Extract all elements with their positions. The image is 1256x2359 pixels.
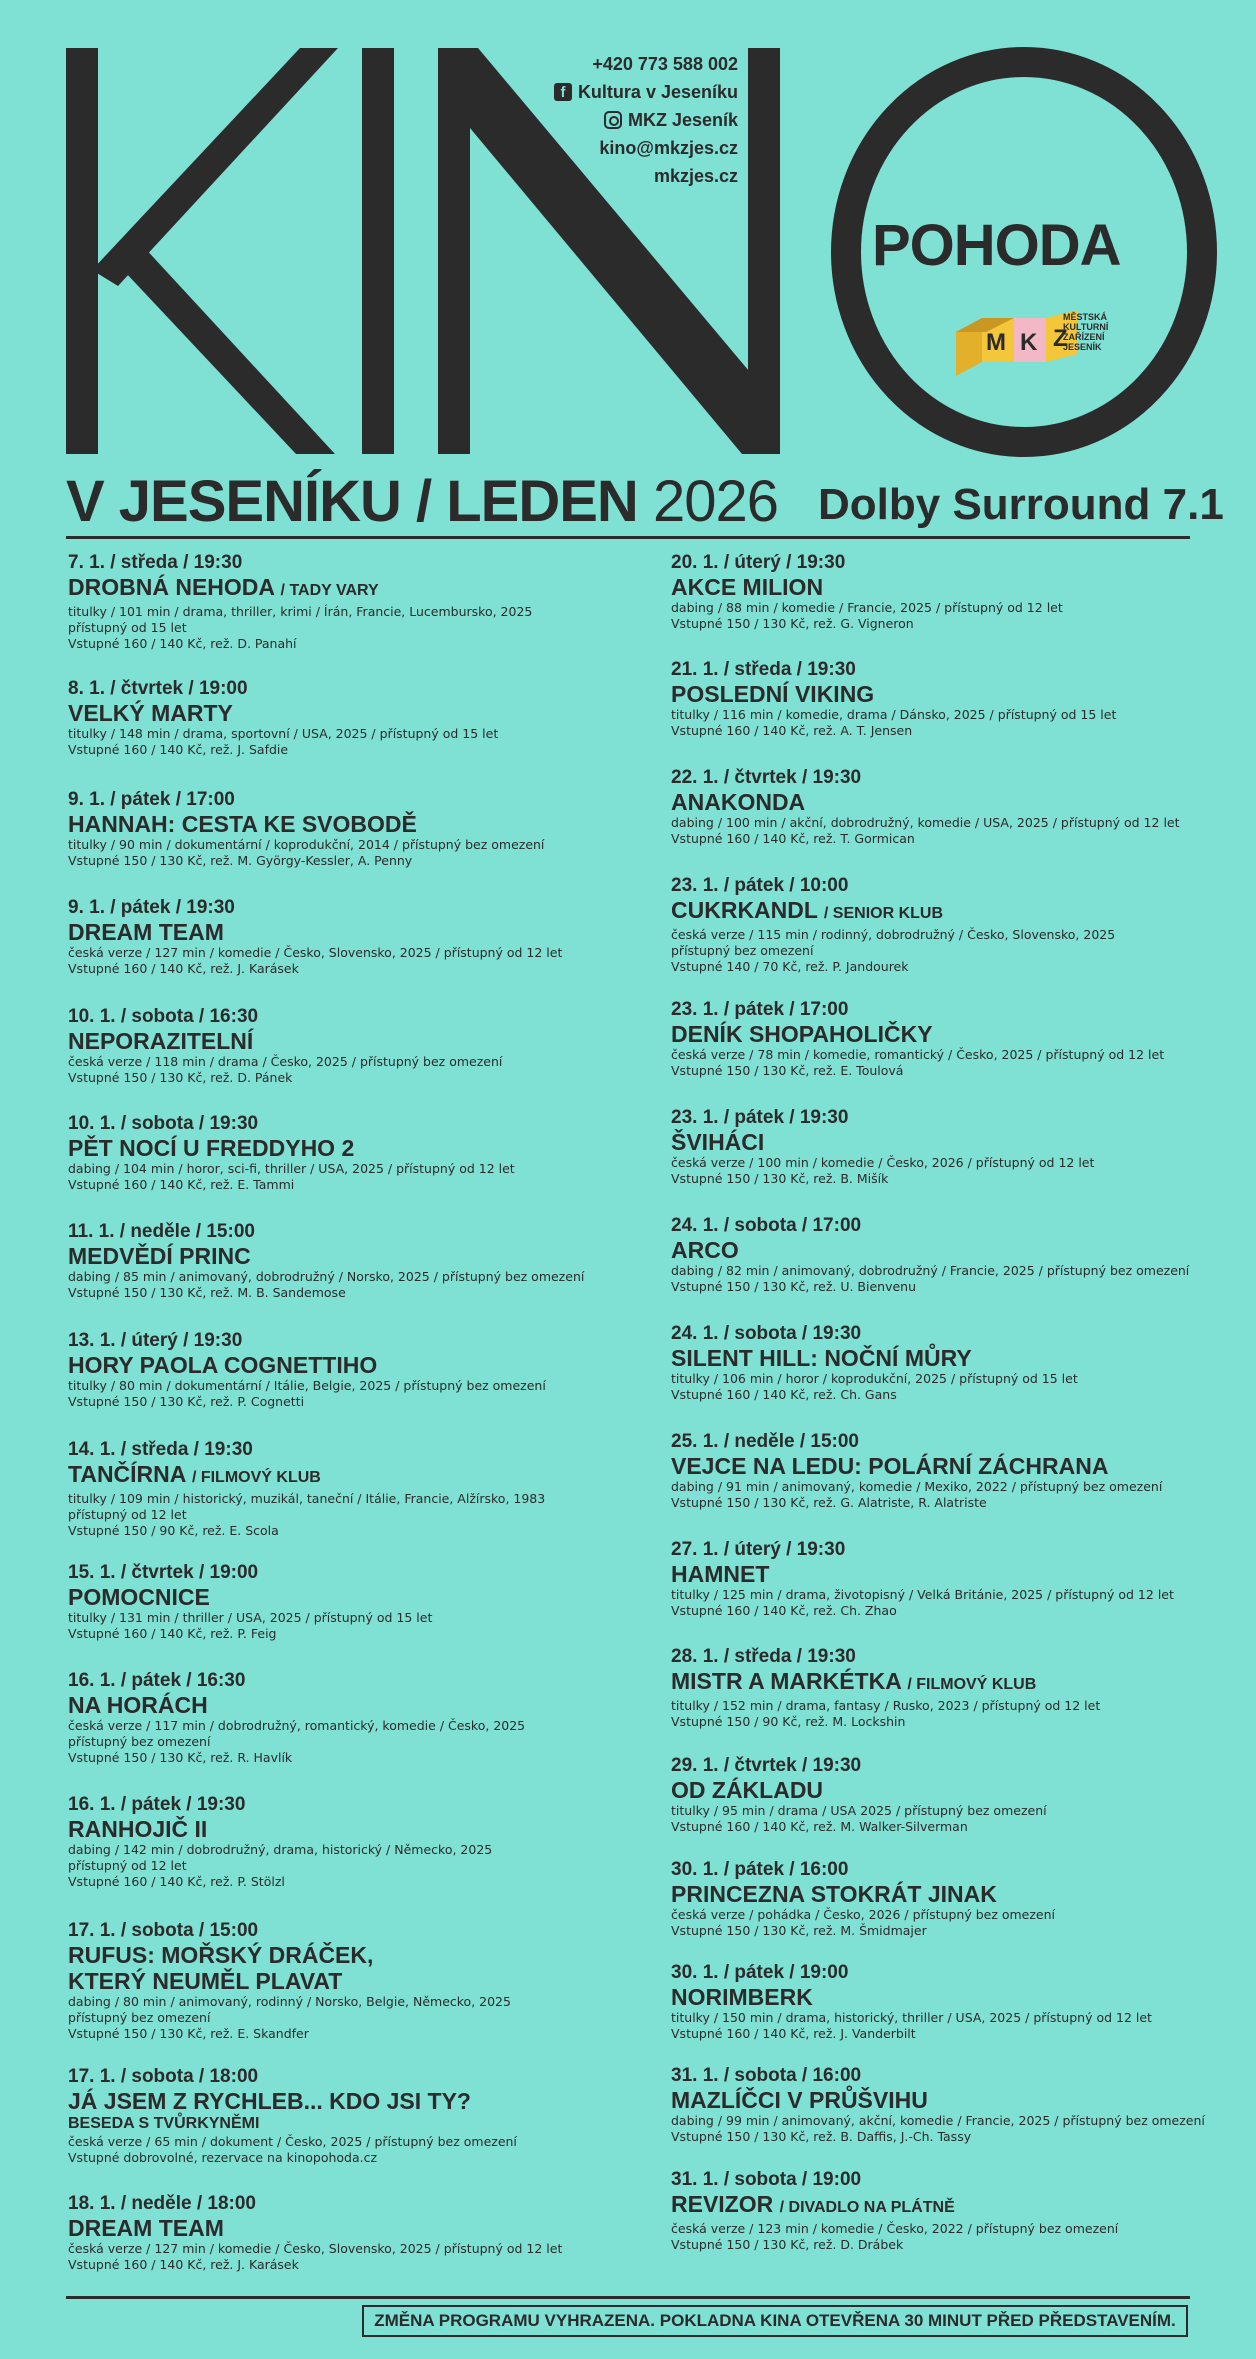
film-series-label: / DIVADLO NA PLÁTNĚ (779, 2199, 955, 2216)
program-item (68, 1670, 628, 1766)
film-series-label: / TADY VARY (280, 582, 379, 599)
film-title: DENÍK SHOPAHOLIČKY (671, 1021, 933, 1047)
film-details: přístupný bez omezení (68, 2010, 211, 2025)
film-details: Vstupné dobrovolné, rezervace na kinopohoda.cz (68, 2150, 378, 2165)
mkz-letter-k: K (1020, 329, 1038, 356)
film-details: česká verze / 65 min / dokument / Česko, 2025 / přístupný bez omezení (68, 2134, 517, 2149)
screening-date: 9. 1. / pátek / 17:00 (68, 789, 235, 810)
program-item (671, 999, 1231, 1079)
film-title: MISTR A MARKÉTKA / FILMOVÝ KLUB (671, 1668, 1037, 1694)
web-link[interactable]: mkzjes.cz (653, 166, 738, 186)
screening-date: 15. 1. / čtvrtek / 19:00 (68, 1562, 259, 1583)
footer-notice: ZMĚNA PROGRAMU VYHRAZENA. POKLADNA KINA OTEVŘENA 30 MINUT PŘED PŘEDSTAVENÍM. (362, 2305, 1188, 2337)
screening-date: 23. 1. / pátek / 10:00 (671, 875, 849, 896)
mkz-logo (956, 310, 1078, 376)
film-series-label: / SENIOR KLUB (823, 905, 944, 922)
film-details: titulky / 106 min / horor / koprodukční, 2025 / přístupný od 15 let (671, 1371, 1078, 1386)
film-details: přístupný od 12 let (68, 1507, 187, 1522)
film-details: Vstupné 160 / 140 Kč, rež. P. Stölzl (68, 1874, 285, 1889)
screening-date: 9. 1. / pátek / 19:30 (68, 897, 235, 918)
program-item (671, 1323, 1231, 1403)
film-details: Vstupné 150 / 130 Kč, rež. U. Bienvenu (671, 1279, 917, 1294)
program-item (671, 1215, 1231, 1295)
facebook-link[interactable]: f Kultura v Jeseníku (478, 78, 738, 106)
film-title: CUKRKANDL / SENIOR KLUB (671, 897, 944, 923)
film-details: Vstupné 150 / 130 Kč, rež. E. Skandfer (68, 2026, 309, 2041)
title-year: 2026 (652, 469, 778, 534)
film-title: DROBNÁ NEHODA / TADY VARY (68, 574, 379, 600)
program-item (68, 2066, 628, 2166)
film-details: Vstupné 160 / 140 Kč, rež. D. Panahí (68, 636, 297, 651)
screening-date: 30. 1. / pátek / 19:00 (671, 1962, 849, 1983)
program-item (68, 1794, 628, 1890)
program-item (671, 1859, 1231, 1939)
film-title: HANNAH: CESTA KE SVOBODĚ (68, 811, 417, 837)
film-title: REVIZOR / DIVADLO NA PLÁTNĚ (671, 2191, 955, 2217)
program-item (671, 1755, 1231, 1835)
screening-date: 28. 1. / středa / 19:30 (671, 1646, 856, 1667)
screening-date: 25. 1. / neděle / 15:00 (671, 1431, 859, 1452)
screening-date: 31. 1. / sobota / 16:00 (671, 2065, 862, 2086)
film-details: přístupný bez omezení (671, 943, 814, 958)
screening-date: 22. 1. / čtvrtek / 19:30 (671, 767, 862, 788)
film-title: JÁ JSEM Z RYCHLEB... KDO JSI TY? (68, 2088, 471, 2114)
film-details: Vstupné 150 / 90 Kč, rež. M. Lockshin (671, 1714, 906, 1729)
email-link[interactable]: kino@mkzjes.cz (599, 138, 738, 158)
film-details: Vstupné 150 / 130 Kč, rež. G. Alatriste, R. Alatriste (671, 1495, 987, 1510)
film-details: titulky / 109 min / historický, muzikál, taneční / Itálie, Francie, Alžírsko, 1983 (68, 1491, 546, 1506)
screening-date: 14. 1. / středa / 19:30 (68, 1439, 253, 1460)
film-details: Vstupné 150 / 130 Kč, rež. E. Toulová (671, 1063, 904, 1078)
program-item (671, 2065, 1231, 2145)
screening-date: 31. 1. / sobota / 19:00 (671, 2169, 862, 2190)
film-details: dabing / 100 min / akční, dobrodružný, komedie / USA, 2025 / přístupný od 12 let (671, 815, 1180, 830)
top-divider (66, 536, 1190, 539)
film-details: česká verze / 78 min / komedie, romantický / Česko, 2025 / přístupný od 12 let (671, 1047, 1165, 1062)
film-title: RANHOJIČ II (68, 1816, 208, 1842)
sound-system: Dolby Surround 7.1 (818, 480, 1224, 529)
film-details: Vstupné 160 / 140 Kč, rež. A. T. Jensen (671, 723, 913, 738)
film-title: PRINCEZNA STOKRÁT JINAK (671, 1881, 997, 1907)
program-item (671, 552, 1231, 632)
film-details: titulky / 95 min / drama / USA 2025 / přístupný bez omezení (671, 1803, 1047, 1818)
screening-date: 17. 1. / sobota / 15:00 (68, 1920, 259, 1941)
film-details: česká verze / 118 min / drama / Česko, 2025 / přístupný bez omezení (68, 1054, 503, 1069)
program-item (68, 2193, 628, 2273)
film-details: česká verze / 117 min / dobrodružný, romantický, komedie / Česko, 2025 (68, 1718, 526, 1733)
film-details: Vstupné 160 / 140 Kč, rež. J. Vanderbilt (671, 2026, 916, 2041)
instagram-link[interactable]: MKZ Jeseník (478, 106, 738, 134)
film-title: RUFUS: MOŘSKÝ DRÁČEK, (68, 1942, 374, 1968)
film-details: titulky / 116 min / komedie, drama / Dánsko, 2025 / přístupný od 15 let (671, 707, 1117, 722)
film-details: titulky / 152 min / drama, fantasy / Rusko, 2023 / přístupný od 12 let (671, 1698, 1101, 1713)
film-title: ARCO (671, 1237, 739, 1263)
film-details: Vstupné 150 / 130 Kč, rež. M. György-Kessler, A. Penny (68, 853, 413, 868)
program-item (68, 678, 628, 758)
film-details: dabing / 80 min / animovaný, rodinný / Norsko, Belgie, Německo, 2025 (68, 1994, 511, 2009)
film-details: dabing / 88 min / komedie / Francie, 2025 / přístupný od 12 let (671, 600, 1063, 615)
film-details: Vstupné 160 / 140 Kč, rež. T. Gormican (671, 831, 915, 846)
screening-date: 17. 1. / sobota / 18:00 (68, 2066, 259, 2087)
film-details: dabing / 142 min / dobrodružný, drama, historický / Německo, 2025 (68, 1842, 493, 1857)
film-details: Vstupné 150 / 130 Kč, rež. G. Vigneron (671, 616, 914, 631)
program-item (671, 1962, 1231, 2042)
film-details: dabing / 85 min / animovaný, dobrodružný / Norsko, 2025 / přístupný bez omezení (68, 1269, 585, 1284)
screening-date: 11. 1. / neděle / 15:00 (68, 1221, 255, 1242)
film-details: česká verze / 123 min / komedie / Česko, 2022 / přístupný bez omezení (671, 2221, 1119, 2236)
program-item (671, 875, 1231, 975)
film-details: titulky / 150 min / drama, historický, thriller / USA, 2025 / přístupný od 12 let (671, 2010, 1152, 2025)
program-item (68, 1439, 628, 1539)
event-note: BESEDA S TVŮRKYNĚMI (68, 2115, 260, 2132)
phone[interactable]: +420 773 588 002 (592, 54, 738, 74)
film-details: titulky / 148 min / drama, sportovní / USA, 2025 / přístupný od 15 let (68, 726, 499, 741)
program-item (671, 1539, 1231, 1619)
program-item (68, 1920, 628, 2042)
film-title: POSLEDNÍ VIKING (671, 681, 875, 707)
program-item (671, 659, 1231, 739)
film-details: Vstupné 140 / 70 Kč, rež. P. Jandourek (671, 959, 909, 974)
film-details: Vstupné 160 / 140 Kč, rež. Ch. Gans (671, 1387, 897, 1402)
film-title: AKCE MILION (671, 574, 824, 600)
film-details: titulky / 90 min / dokumentární / koprodukční, 2014 / přístupný bez omezení (68, 837, 545, 852)
film-series-label: / FILMOVÝ KLUB (191, 1469, 321, 1486)
film-details: titulky / 101 min / drama, thriller, krimi / Írán, Francie, Lucembursko, 2025 (68, 604, 533, 619)
film-title: ANAKONDA (671, 789, 806, 815)
letter-i (362, 48, 394, 454)
film-details: Vstupné 160 / 140 Kč, rež. M. Walker-Silverman (671, 1819, 968, 1834)
screening-date: 10. 1. / sobota / 16:30 (68, 1006, 259, 1027)
instagram-icon (604, 111, 622, 129)
letter-n-right (748, 48, 780, 454)
program-item (68, 1562, 628, 1642)
film-details: přístupný od 12 let (68, 1858, 187, 1873)
screening-date: 16. 1. / pátek / 19:30 (68, 1794, 246, 1815)
film-details: Vstupné 150 / 130 Kč, rež. M. B. Sandemose (68, 1285, 346, 1300)
film-title: ŠVIHÁCI (671, 1129, 765, 1155)
film-title: SILENT HILL: NOČNÍ MŮRY (671, 1345, 972, 1371)
contact-block (478, 50, 738, 190)
film-title: MEDVĚDÍ PRINC (68, 1243, 251, 1269)
screening-date: 7. 1. / středa / 19:30 (68, 552, 243, 573)
film-details: dabing / 82 min / animovaný, dobrodružný / Francie, 2025 / přístupný bez omezení (671, 1263, 1190, 1278)
mkz-logo-text: MĚSTSKÁ KULTURNÍ ZAŘÍZENÍ JESENÍK (1063, 312, 1109, 352)
screening-date: 23. 1. / pátek / 17:00 (671, 999, 849, 1020)
film-details: Vstupné 160 / 140 Kč, rež. J. Karásek (68, 961, 299, 976)
screening-date: 23. 1. / pátek / 19:30 (671, 1107, 849, 1128)
film-title: MAZLÍČCI V PRŮŠVIHU (671, 2087, 928, 2113)
screening-date: 21. 1. / středa / 19:30 (671, 659, 856, 680)
screening-date: 29. 1. / čtvrtek / 19:30 (671, 1755, 862, 1776)
film-title-line-2: KTERÝ NEUMĚL PLAVAT (68, 1968, 343, 1994)
program-item (671, 1107, 1231, 1187)
film-title: DREAM TEAM (68, 2215, 224, 2241)
screening-date: 24. 1. / sobota / 17:00 (671, 1215, 862, 1236)
film-title: NORIMBERK (671, 1984, 813, 2010)
film-details: přístupný bez omezení (68, 1734, 211, 1749)
film-title: NEPORAZITELNÍ (68, 1028, 254, 1054)
film-details: dabing / 99 min / animovaný, akční, komedie / Francie, 2025 / přístupný bez omezení (671, 2113, 1205, 2128)
screening-date: 30. 1. / pátek / 16:00 (671, 1859, 849, 1880)
film-details: Vstupné 150 / 130 Kč, rež. D. Drábek (671, 2237, 904, 2252)
film-details: česká verze / 127 min / komedie / Česko, Slovensko, 2025 / přístupný od 12 let (68, 945, 563, 960)
film-title: OD ZÁKLADU (671, 1777, 824, 1803)
program-item (68, 897, 628, 977)
film-title: HORY PAOLA COGNETTIHO (68, 1352, 378, 1378)
film-title: PĚT NOCÍ U FREDDYHO 2 (68, 1135, 355, 1161)
venue-name: POHODA (872, 213, 1121, 278)
film-details: titulky / 80 min / dokumentární / Itálie, Belgie, 2025 / přístupný bez omezení (68, 1378, 546, 1393)
film-title: POMOCNICE (68, 1584, 210, 1610)
film-title: VEJCE NA LEDU: POLÁRNÍ ZÁCHRANA (671, 1453, 1109, 1479)
film-details: česká verze / pohádka / Česko, 2026 / přístupný bez omezení (671, 1907, 1056, 1922)
screening-date: 13. 1. / úterý / 19:30 (68, 1330, 243, 1351)
program-item (671, 1646, 1231, 1730)
page-title: V JESENÍKU / LEDEN 2026 (66, 469, 778, 534)
program-item (671, 767, 1231, 847)
film-title: HAMNET (671, 1561, 770, 1587)
letter-k-stem (66, 48, 98, 454)
film-details: česká verze / 115 min / rodinný, dobrodružný / Česko, Slovensko, 2025 (671, 927, 1116, 942)
film-details: titulky / 131 min / thriller / USA, 2025 / přístupný od 15 let (68, 1610, 433, 1625)
film-details: Vstupné 150 / 130 Kč, rež. R. Havlík (68, 1750, 293, 1765)
film-details: česká verze / 100 min / komedie / Česko, 2026 / přístupný od 12 let (671, 1155, 1095, 1170)
film-details: Vstupné 160 / 140 Kč, rež. J. Karásek (68, 2257, 299, 2272)
mkz-letter-z: Z (1053, 325, 1068, 352)
film-details: Vstupné 160 / 140 Kč, rež. E. Tammi (68, 1177, 295, 1192)
program-item (68, 1006, 628, 1086)
film-series-label: / FILMOVÝ KLUB (907, 1676, 1037, 1693)
film-details: Vstupné 150 / 130 Kč, rež. P. Cognetti (68, 1394, 305, 1409)
screening-date: 24. 1. / sobota / 19:30 (671, 1323, 862, 1344)
screening-date: 18. 1. / neděle / 18:00 (68, 2193, 256, 2214)
film-details: přístupný od 15 let (68, 620, 187, 635)
screening-date: 16. 1. / pátek / 16:30 (68, 1670, 246, 1691)
film-details: Vstupné 150 / 130 Kč, rež. D. Pánek (68, 1070, 293, 1085)
film-details: titulky / 125 min / drama, životopisný / Velká Británie, 2025 / přístupný od 12 let (671, 1587, 1174, 1602)
film-details: Vstupné 150 / 130 Kč, rež. B. Daffis, J.-Ch. Tassy (671, 2129, 972, 2144)
film-details: Vstupné 150 / 90 Kč, rež. E. Scola (68, 1523, 279, 1538)
film-details: Vstupné 150 / 130 Kč, rež. B. Mišík (671, 1171, 889, 1186)
film-title: VELKÝ MARTY (68, 700, 233, 726)
screening-date: 20. 1. / úterý / 19:30 (671, 552, 846, 573)
film-details: dabing / 104 min / horor, sci-fi, thriller / USA, 2025 / přístupný od 12 let (68, 1161, 515, 1176)
film-title: NA HORÁCH (68, 1692, 208, 1718)
film-details: dabing / 91 min / animovaný, komedie / Mexiko, 2022 / přístupný bez omezení (671, 1479, 1163, 1494)
film-title: TANČÍRNA / FILMOVÝ KLUB (68, 1461, 321, 1487)
film-details: Vstupné 150 / 130 Kč, rež. M. Šmidmajer (671, 1923, 927, 1938)
program-item (671, 1431, 1231, 1511)
program-item (68, 552, 628, 652)
screening-date: 8. 1. / čtvrtek / 19:00 (68, 678, 248, 699)
film-details: Vstupné 160 / 140 Kč, rež. P. Feig (68, 1626, 277, 1641)
film-details: Vstupné 160 / 140 Kč, rež. Ch. Zhao (671, 1603, 897, 1618)
screening-date: 27. 1. / úterý / 19:30 (671, 1539, 846, 1560)
facebook-icon: f (554, 83, 572, 101)
program-item (671, 2169, 1231, 2253)
bottom-divider (66, 2296, 1190, 2299)
letter-k-lower-arm (110, 232, 335, 454)
screening-date: 10. 1. / sobota / 19:30 (68, 1113, 259, 1134)
mkz-letter-m: M (986, 329, 1006, 356)
film-title: DREAM TEAM (68, 919, 224, 945)
program-item (68, 1113, 628, 1193)
program-item (68, 789, 628, 869)
program-item (68, 1221, 628, 1301)
film-details: Vstupné 160 / 140 Kč, rež. J. Safdie (68, 742, 289, 757)
film-details: česká verze / 127 min / komedie / Česko, Slovensko, 2025 / přístupný od 12 let (68, 2241, 563, 2256)
program-item (68, 1330, 628, 1410)
